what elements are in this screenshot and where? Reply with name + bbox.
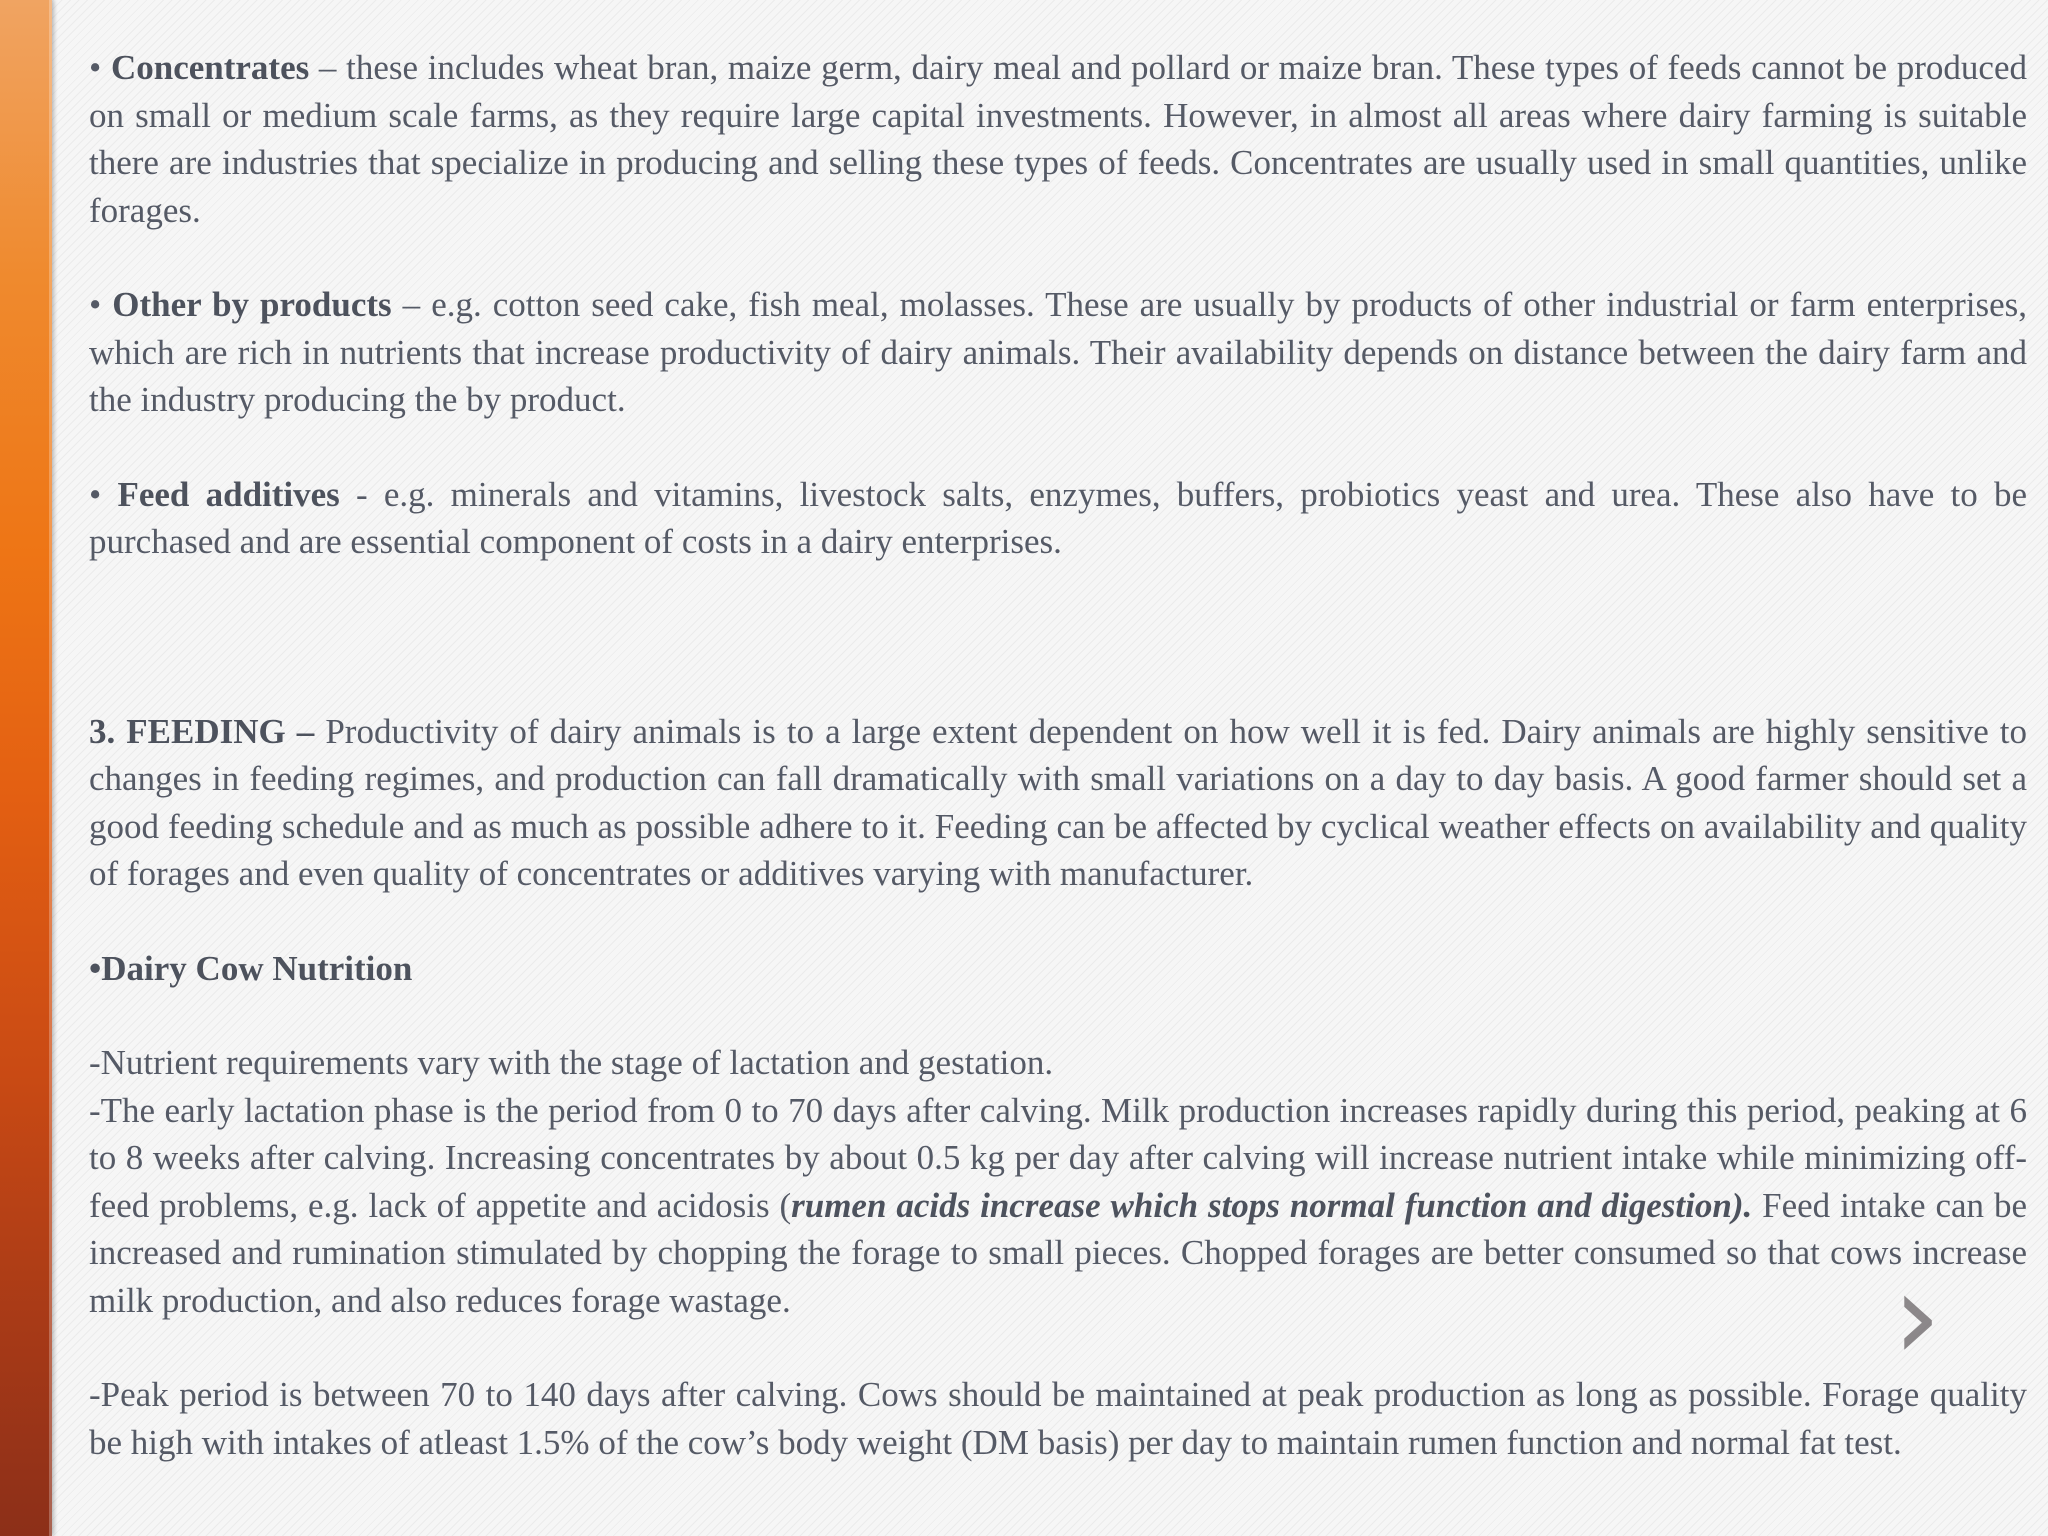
chevron-right-icon[interactable]: › xyxy=(1893,1248,1941,1387)
nutrition-requirements-line: -Nutrient requirements vary with the stage of lactation and gestation. xyxy=(89,1043,1054,1082)
additives-title: Feed additives xyxy=(117,474,340,514)
slide-content xyxy=(89,44,2027,1466)
by-products-title: Other by products xyxy=(112,285,392,324)
additives-paragraph xyxy=(89,471,2027,566)
bullet: • xyxy=(89,474,102,514)
by-products-paragraph xyxy=(89,281,2027,424)
feeding-title: 3. FEEDING – xyxy=(89,711,315,751)
additives-text: - e.g. minerals and vitamins, livestock salts, enzymes, buffers, probiotics yeast and urea. These also have to be purchased and are essential component of costs in a dairy enterprises. xyxy=(89,474,2028,561)
feeding-paragraph xyxy=(89,708,2027,898)
early-lactation-paragraph: -The early lactation phase is the period from 0 to 70 days after calving. Milk production increases rapidly during this period, peaking at 6 to 8 weeks after calving. Increasing concentrates by about 0.5 kg per day after calving will increase nutrient intake while minimizing off-feed problems, e.g. lack of appetite and acidosis (rumen acids increase which stops normal function and digestion). Feed intake can be increased and rumination stimulated by chopping the forage to small pieces. Chopped forages are better consumed so that cows increase milk production, and also reduces forage wastage. xyxy=(89,1090,2027,1320)
feeding-text: Productivity of dairy animals is to a large extent dependent on how well it is fed. Dairy animals are highly sensitive to changes in feeding regimes, and production can fall dramatically with small variations on a day to day basis. A good farmer should set a good feeding schedule and as much as possible adhere to it. Feeding can be affected by cyclical weather effects on availability and quality of forages and even quality of concentrates or additives varying with manufacturer. xyxy=(89,711,2028,893)
concentrates-title: Concentrates xyxy=(110,48,310,87)
by-products-text: – e.g. cotton seed cake, fish meal, molasses. These are usually by products of other industrial or farm enterprises, which are rich in nutrients that increase productivity of dairy animals. Their availability depends on distance between the dairy farm and the industry producing the by product. xyxy=(89,285,2028,419)
nutrition-heading: •Dairy Cow Nutrition xyxy=(89,948,413,988)
bullet: • xyxy=(89,48,102,87)
peak-period-paragraph: -Peak period is between 70 to 140 days after calving. Cows should be maintained at peak production as long as possible. Forage quality be high with intakes of atleast 1.5% of the cow’s body weight (DM basis) per day to maintain rumen function and normal fat test. xyxy=(89,1375,2027,1462)
bullet: • xyxy=(89,285,102,324)
side-accent-bar xyxy=(0,0,52,1536)
rumen-acids-emphasis: rumen acids increase which stops normal function and digestion). xyxy=(791,1185,1753,1225)
concentrates-paragraph xyxy=(89,44,2027,234)
concentrates-text: – these includes wheat bran, maize germ, dairy meal and pollard or maize bran. These types of feeds cannot be produced on small or medium scale farms, as they require large capital investments. However, in almost all areas where dairy farming is suitable there are industries that specialize in producing and selling these types of feeds. Concentrates are usually used in small quantities, unlike forages. xyxy=(89,48,2027,230)
